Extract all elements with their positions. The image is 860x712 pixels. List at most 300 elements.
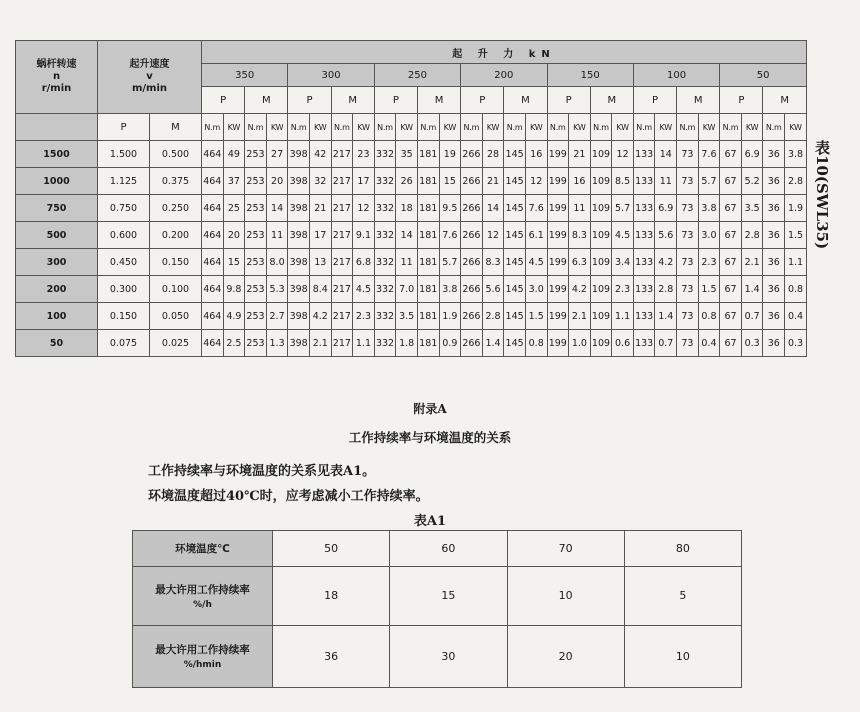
- data-cell: 12: [482, 222, 504, 249]
- data-cell: 398: [288, 222, 310, 249]
- table-10-side-label: 表10(SWL35): [813, 140, 831, 250]
- data-cell: 18: [396, 195, 418, 222]
- data-cell: 181: [417, 141, 439, 168]
- table-a1: [132, 530, 742, 688]
- data-cell: 11: [655, 168, 677, 195]
- lift-speed-m-cell: 0.200: [150, 222, 202, 249]
- data-cell: 0.3: [741, 330, 763, 357]
- data-cell: 398: [288, 195, 310, 222]
- data-cell: 25: [223, 195, 245, 222]
- data-cell: 253: [245, 168, 267, 195]
- unit-kw: KW: [741, 114, 763, 141]
- m-subheader: M: [331, 87, 374, 114]
- data-cell: 6.3: [569, 249, 591, 276]
- data-cell: 7.6: [698, 141, 720, 168]
- p-subheader: P: [288, 87, 331, 114]
- data-cell: 73: [677, 141, 699, 168]
- unit-kw: KW: [569, 114, 591, 141]
- row1-value: 10: [507, 567, 624, 625]
- row1-value: 15: [390, 567, 507, 625]
- lift-speed-header: 起升速度 v m/min: [98, 41, 202, 114]
- unit-nm: N.m: [720, 114, 742, 141]
- unit-nm: N.m: [547, 114, 569, 141]
- data-cell: 1.5: [785, 222, 807, 249]
- data-cell: 0.8: [785, 276, 807, 303]
- lift-speed-p-cell: 0.300: [98, 276, 150, 303]
- data-cell: 32: [309, 168, 331, 195]
- data-cell: 109: [590, 195, 612, 222]
- data-cell: 253: [245, 330, 267, 357]
- data-cell: 464: [202, 195, 224, 222]
- data-cell: 332: [374, 222, 396, 249]
- data-cell: 199: [547, 330, 569, 357]
- unit-kw: KW: [525, 114, 547, 141]
- unit-nm: N.m: [245, 114, 267, 141]
- data-cell: 217: [331, 168, 353, 195]
- data-cell: 36: [763, 276, 785, 303]
- data-cell: 36: [763, 222, 785, 249]
- data-cell: 133: [633, 141, 655, 168]
- data-cell: 2.8: [741, 222, 763, 249]
- m-subheader: M: [417, 87, 460, 114]
- data-cell: 14: [655, 141, 677, 168]
- data-cell: 36: [763, 303, 785, 330]
- data-cell: 19: [439, 141, 461, 168]
- unit-kw: KW: [266, 114, 288, 141]
- lift-speed-m-cell: 0.050: [150, 303, 202, 330]
- data-cell: 1.1: [785, 249, 807, 276]
- data-cell: 109: [590, 168, 612, 195]
- data-cell: 332: [374, 141, 396, 168]
- data-cell: 199: [547, 276, 569, 303]
- data-cell: 5.3: [266, 276, 288, 303]
- unit-kw: KW: [309, 114, 331, 141]
- worm-speed-cell: 50: [16, 330, 98, 357]
- data-cell: 12: [353, 195, 375, 222]
- data-cell: 17: [309, 222, 331, 249]
- data-cell: 3.8: [698, 195, 720, 222]
- data-cell: 109: [590, 276, 612, 303]
- data-cell: 5.7: [612, 195, 634, 222]
- data-cell: 332: [374, 195, 396, 222]
- m-subheader: M: [677, 87, 720, 114]
- data-cell: 16: [525, 141, 547, 168]
- data-cell: 217: [331, 303, 353, 330]
- lift-speed-m-cell: 0.375: [150, 168, 202, 195]
- data-cell: 3.5: [741, 195, 763, 222]
- data-cell: 253: [245, 222, 267, 249]
- data-cell: 67: [720, 141, 742, 168]
- data-cell: 133: [633, 168, 655, 195]
- data-cell: 332: [374, 168, 396, 195]
- unit-kw: KW: [655, 114, 677, 141]
- data-cell: 253: [245, 141, 267, 168]
- data-cell: 1.4: [655, 303, 677, 330]
- lift-speed-p-cell: 1.125: [98, 168, 150, 195]
- table-row: [16, 249, 807, 276]
- data-cell: 8.5: [612, 168, 634, 195]
- worm-speed-cell: 750: [16, 195, 98, 222]
- data-cell: 266: [461, 222, 483, 249]
- data-cell: 181: [417, 276, 439, 303]
- unit-nm: N.m: [417, 114, 439, 141]
- data-cell: 464: [202, 303, 224, 330]
- data-cell: 1.1: [353, 330, 375, 357]
- worm-speed-cell: 1000: [16, 168, 98, 195]
- data-cell: 2.5: [223, 330, 245, 357]
- unit-nm: N.m: [504, 114, 526, 141]
- p-subheader: P: [720, 87, 763, 114]
- m-subheader: M: [245, 87, 288, 114]
- data-cell: 3.5: [396, 303, 418, 330]
- data-cell: 28: [482, 141, 504, 168]
- data-cell: 0.3: [785, 330, 807, 357]
- data-cell: 145: [504, 141, 526, 168]
- data-cell: 2.1: [569, 303, 591, 330]
- data-cell: 0.6: [612, 330, 634, 357]
- paragraph-1: 工作持续率与环境温度的关系见表A1。: [148, 464, 376, 479]
- data-cell: 217: [331, 330, 353, 357]
- data-cell: 49: [223, 141, 245, 168]
- data-cell: 145: [504, 276, 526, 303]
- data-cell: 1.3: [266, 330, 288, 357]
- data-cell: 12: [612, 141, 634, 168]
- p-subheader: P: [633, 87, 676, 114]
- data-cell: 109: [590, 303, 612, 330]
- unit-kw: KW: [785, 114, 807, 141]
- data-cell: 464: [202, 168, 224, 195]
- lift-speed-p-cell: 0.075: [98, 330, 150, 357]
- data-cell: 217: [331, 141, 353, 168]
- data-cell: 199: [547, 168, 569, 195]
- data-cell: 2.8: [482, 303, 504, 330]
- data-cell: 2.8: [655, 276, 677, 303]
- data-cell: 0.7: [655, 330, 677, 357]
- unit-nm: N.m: [374, 114, 396, 141]
- data-cell: 5.2: [741, 168, 763, 195]
- worm-speed-cell: 1500: [16, 141, 98, 168]
- data-cell: 1.1: [612, 303, 634, 330]
- worm-speed-cell: 300: [16, 249, 98, 276]
- data-cell: 1.5: [525, 303, 547, 330]
- data-cell: 2.3: [353, 303, 375, 330]
- data-cell: 67: [720, 330, 742, 357]
- data-cell: 133: [633, 222, 655, 249]
- data-cell: 398: [288, 168, 310, 195]
- lift-speed-m-cell: 0.100: [150, 276, 202, 303]
- data-cell: 4.5: [525, 249, 547, 276]
- p-subheader: P: [461, 87, 504, 114]
- data-cell: 9.1: [353, 222, 375, 249]
- data-cell: 1.0: [569, 330, 591, 357]
- appendix-title: 附录A: [413, 402, 447, 416]
- data-cell: 2.1: [741, 249, 763, 276]
- data-cell: 4.2: [655, 249, 677, 276]
- data-cell: 3.4: [612, 249, 634, 276]
- data-cell: 4.2: [569, 276, 591, 303]
- data-cell: 266: [461, 330, 483, 357]
- data-cell: 16: [569, 168, 591, 195]
- table-row: [16, 168, 807, 195]
- data-cell: 11: [569, 195, 591, 222]
- data-cell: 67: [720, 303, 742, 330]
- data-cell: 9.5: [439, 195, 461, 222]
- data-cell: 21: [309, 195, 331, 222]
- data-cell: 14: [266, 195, 288, 222]
- data-cell: 36: [763, 168, 785, 195]
- data-cell: 3.8: [439, 276, 461, 303]
- load-header: 50: [720, 64, 807, 87]
- p-subheader: P: [202, 87, 245, 114]
- data-cell: 73: [677, 249, 699, 276]
- data-cell: 199: [547, 249, 569, 276]
- data-cell: 0.7: [741, 303, 763, 330]
- data-cell: 73: [677, 276, 699, 303]
- data-cell: 133: [633, 303, 655, 330]
- table-row: [16, 195, 807, 222]
- data-cell: 266: [461, 141, 483, 168]
- data-cell: 464: [202, 249, 224, 276]
- data-cell: 2.8: [785, 168, 807, 195]
- data-cell: 3.8: [785, 141, 807, 168]
- unit-kw: KW: [223, 114, 245, 141]
- data-cell: 0.8: [525, 330, 547, 357]
- row2-label: 最大许用工作持续率 %/hmin: [133, 625, 273, 687]
- worm-speed-cell: 200: [16, 276, 98, 303]
- data-cell: 11: [396, 249, 418, 276]
- data-cell: 14: [396, 222, 418, 249]
- data-cell: 145: [504, 330, 526, 357]
- data-cell: 199: [547, 195, 569, 222]
- row2-value: 20: [507, 625, 624, 687]
- table-row: [16, 276, 807, 303]
- data-cell: 6.1: [525, 222, 547, 249]
- data-cell: 145: [504, 168, 526, 195]
- unit-nm: N.m: [202, 114, 224, 141]
- data-cell: 332: [374, 276, 396, 303]
- data-cell: 253: [245, 249, 267, 276]
- table-row: [16, 330, 807, 357]
- load-header: 200: [461, 64, 547, 87]
- row2-value: 10: [624, 625, 741, 687]
- data-cell: 217: [331, 249, 353, 276]
- data-cell: 1.4: [482, 330, 504, 357]
- lift-speed-p-cell: 1.500: [98, 141, 150, 168]
- table-row: [16, 303, 807, 330]
- data-cell: 398: [288, 141, 310, 168]
- worm-speed-cell: 500: [16, 222, 98, 249]
- temp-label: 环境温度℃: [133, 531, 273, 567]
- data-cell: 5.6: [482, 276, 504, 303]
- data-cell: 464: [202, 330, 224, 357]
- data-cell: 0.9: [439, 330, 461, 357]
- table-10: [15, 40, 807, 357]
- data-cell: 15: [223, 249, 245, 276]
- data-cell: 21: [482, 168, 504, 195]
- data-cell: 464: [202, 276, 224, 303]
- data-cell: 37: [223, 168, 245, 195]
- data-cell: 36: [763, 249, 785, 276]
- temp-value: 50: [273, 531, 390, 567]
- data-cell: 181: [417, 330, 439, 357]
- data-cell: 67: [720, 276, 742, 303]
- data-cell: 20: [223, 222, 245, 249]
- data-cell: 253: [245, 195, 267, 222]
- data-cell: 181: [417, 222, 439, 249]
- data-cell: 217: [331, 222, 353, 249]
- p-header: P: [98, 114, 150, 141]
- table-row: [16, 222, 807, 249]
- data-cell: 133: [633, 276, 655, 303]
- unit-nm: N.m: [633, 114, 655, 141]
- data-cell: 398: [288, 249, 310, 276]
- data-cell: 73: [677, 330, 699, 357]
- data-cell: 133: [633, 249, 655, 276]
- data-cell: 4.5: [353, 276, 375, 303]
- data-cell: 145: [504, 222, 526, 249]
- data-cell: 0.4: [698, 330, 720, 357]
- data-cell: 0.8: [698, 303, 720, 330]
- data-cell: 464: [202, 141, 224, 168]
- data-cell: 5.6: [655, 222, 677, 249]
- p-subheader: P: [374, 87, 417, 114]
- data-cell: 1.9: [785, 195, 807, 222]
- data-cell: 145: [504, 249, 526, 276]
- data-cell: 145: [504, 195, 526, 222]
- unit-nm: N.m: [677, 114, 699, 141]
- table-row: [16, 141, 807, 168]
- data-cell: 266: [461, 276, 483, 303]
- lift-speed-m-cell: 0.025: [150, 330, 202, 357]
- data-cell: 3.0: [698, 222, 720, 249]
- data-cell: 36: [763, 195, 785, 222]
- m-subheader: M: [504, 87, 547, 114]
- unit-kw: KW: [439, 114, 461, 141]
- data-cell: 12: [525, 168, 547, 195]
- data-cell: 8.0: [266, 249, 288, 276]
- data-cell: 8.4: [309, 276, 331, 303]
- data-cell: 266: [461, 195, 483, 222]
- data-cell: 23: [353, 141, 375, 168]
- data-cell: 5.7: [698, 168, 720, 195]
- data-cell: 217: [331, 276, 353, 303]
- load-header: 300: [288, 64, 374, 87]
- row2-value: 30: [390, 625, 507, 687]
- data-cell: 266: [461, 249, 483, 276]
- data-cell: 6.9: [655, 195, 677, 222]
- data-cell: 1.5: [698, 276, 720, 303]
- data-cell: 7.0: [396, 276, 418, 303]
- row1-value: 18: [273, 567, 390, 625]
- data-cell: 8.3: [482, 249, 504, 276]
- data-cell: 181: [417, 195, 439, 222]
- data-cell: 199: [547, 141, 569, 168]
- temp-value: 80: [624, 531, 741, 567]
- data-cell: 67: [720, 168, 742, 195]
- load-header: 250: [374, 64, 460, 87]
- data-cell: 398: [288, 276, 310, 303]
- m-header: M: [150, 114, 202, 141]
- table-a1-caption: 表A1: [413, 514, 447, 529]
- data-cell: 1.9: [439, 303, 461, 330]
- data-cell: 2.3: [698, 249, 720, 276]
- unit-nm: N.m: [590, 114, 612, 141]
- data-cell: 14: [482, 195, 504, 222]
- worm-speed-cell: 100: [16, 303, 98, 330]
- data-cell: 35: [396, 141, 418, 168]
- p-subheader: P: [547, 87, 590, 114]
- lift-speed-m-cell: 0.250: [150, 195, 202, 222]
- data-cell: 332: [374, 303, 396, 330]
- lift-speed-p-cell: 0.600: [98, 222, 150, 249]
- load-header: 350: [202, 64, 288, 87]
- data-cell: 181: [417, 168, 439, 195]
- row1-value: 5: [624, 567, 741, 625]
- m-subheader: M: [763, 87, 807, 114]
- data-cell: 1.8: [396, 330, 418, 357]
- unit-kw: KW: [396, 114, 418, 141]
- blank-cell: [16, 114, 98, 141]
- data-cell: 4.2: [309, 303, 331, 330]
- data-cell: 7.6: [525, 195, 547, 222]
- appendix-subtitle: 工作持续率与环境温度的关系: [348, 430, 512, 445]
- data-cell: 6.9: [741, 141, 763, 168]
- lift-speed-p-cell: 0.450: [98, 249, 150, 276]
- data-cell: 109: [590, 141, 612, 168]
- data-cell: 5.7: [439, 249, 461, 276]
- data-cell: 109: [590, 330, 612, 357]
- data-cell: 217: [331, 195, 353, 222]
- temp-value: 60: [390, 531, 507, 567]
- data-cell: 42: [309, 141, 331, 168]
- lift-speed-m-cell: 0.500: [150, 141, 202, 168]
- lift-speed-p-cell: 0.750: [98, 195, 150, 222]
- row1-label: 最大许用工作持续率 %/h: [133, 567, 273, 625]
- data-cell: 181: [417, 249, 439, 276]
- temp-value: 70: [507, 531, 624, 567]
- paragraph-2: 环境温度超过40℃时，应考虑减小工作持续率。: [148, 489, 429, 504]
- data-cell: 253: [245, 303, 267, 330]
- data-cell: 2.3: [612, 276, 634, 303]
- data-cell: 15: [439, 168, 461, 195]
- data-cell: 8.3: [569, 222, 591, 249]
- data-cell: 145: [504, 303, 526, 330]
- row2-value: 36: [273, 625, 390, 687]
- data-cell: 4.9: [223, 303, 245, 330]
- data-cell: 2.7: [266, 303, 288, 330]
- unit-nm: N.m: [331, 114, 353, 141]
- data-cell: 13: [309, 249, 331, 276]
- data-cell: 181: [417, 303, 439, 330]
- data-cell: 398: [288, 330, 310, 357]
- data-cell: 20: [266, 168, 288, 195]
- data-cell: 109: [590, 222, 612, 249]
- unit-nm: N.m: [461, 114, 483, 141]
- data-cell: 0.4: [785, 303, 807, 330]
- data-cell: 21: [569, 141, 591, 168]
- data-cell: 133: [633, 195, 655, 222]
- lift-speed-p-cell: 0.150: [98, 303, 150, 330]
- unit-nm: N.m: [763, 114, 785, 141]
- data-cell: 199: [547, 303, 569, 330]
- lift-force-header: 起 升 力 kN: [202, 41, 807, 64]
- unit-kw: KW: [353, 114, 375, 141]
- data-cell: 67: [720, 222, 742, 249]
- data-cell: 4.5: [612, 222, 634, 249]
- data-cell: 398: [288, 303, 310, 330]
- lift-speed-m-cell: 0.150: [150, 249, 202, 276]
- data-cell: 6.8: [353, 249, 375, 276]
